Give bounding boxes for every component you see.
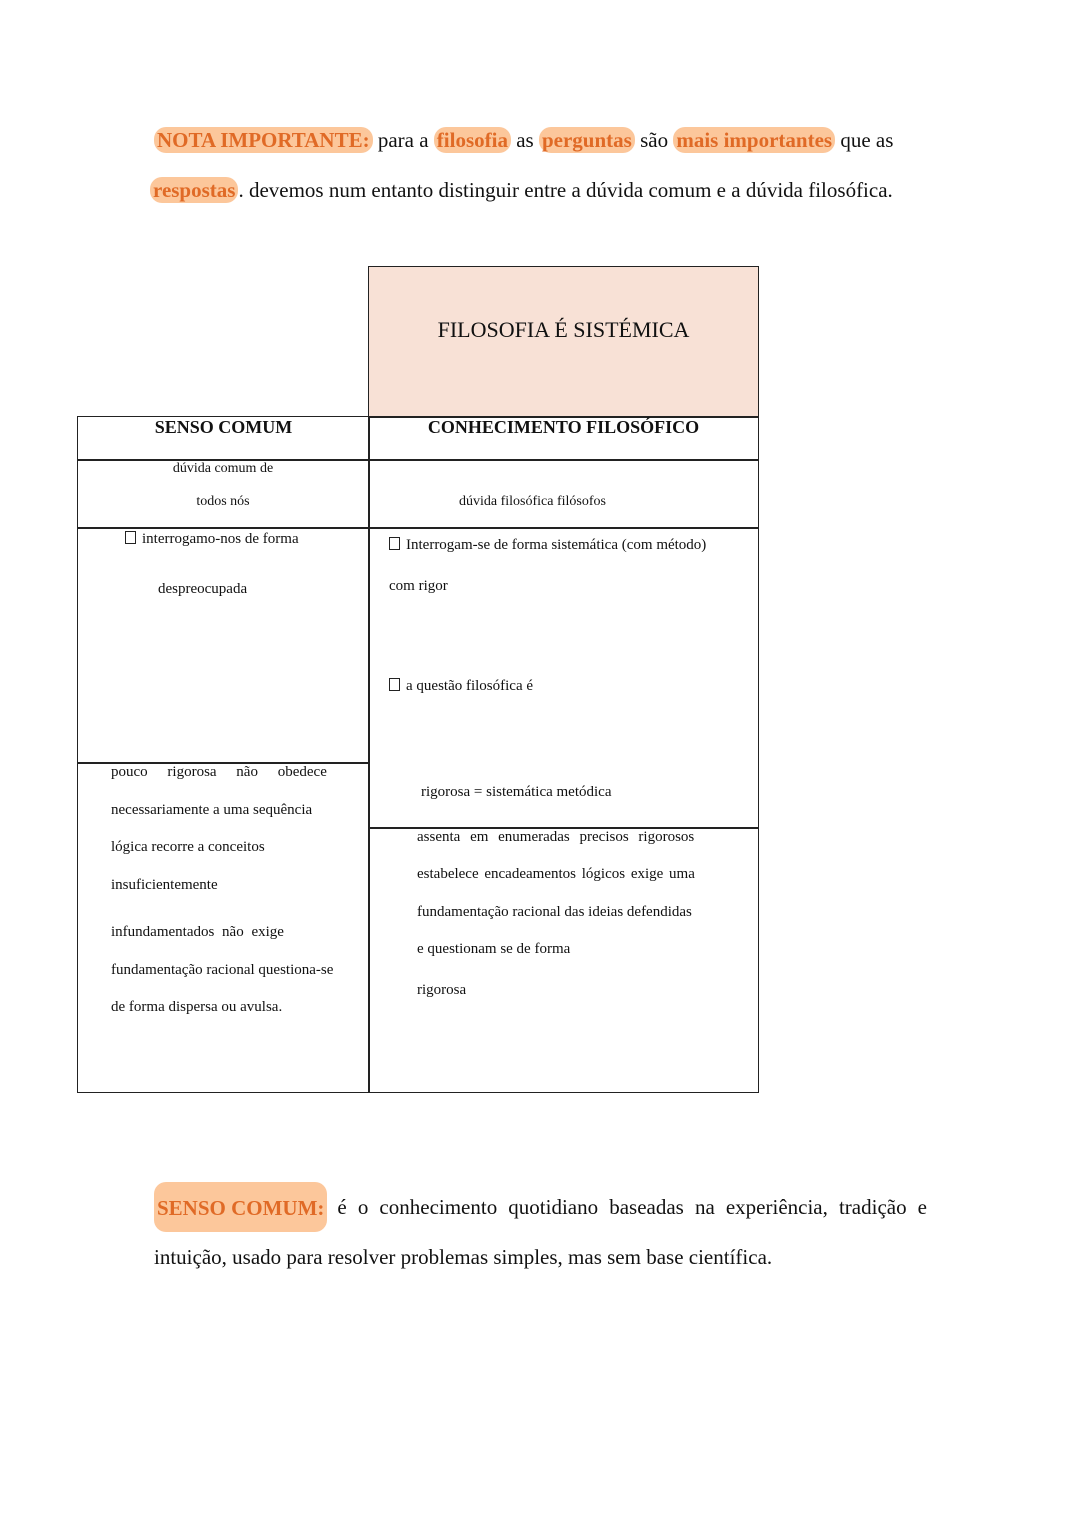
manner-left-line2: despreocupada (158, 581, 248, 597)
detail-cell-left (77, 762, 370, 1093)
bullet-square-icon (125, 531, 136, 544)
note-paragraph (154, 115, 927, 215)
bullet-square-icon (389, 678, 400, 691)
right-detail-line: rigorosa (417, 982, 467, 998)
header-cell-conhecimento-filosofico (368, 416, 759, 461)
left-detail-line: infundamentados não exige (111, 924, 284, 940)
manner-left-text: interrogamo-nos de forma (142, 531, 299, 547)
doubt-left-line1: dúvida comum de (172, 461, 274, 476)
definition-text: é o conhecimento quotidiano baseadas na experiência, tradição e (337, 1195, 927, 1219)
manner-right-line2: com rigor (389, 578, 448, 594)
doubt-right-text: dúvida filosófica filósofos (459, 494, 606, 509)
highlight-respostas: respostas (150, 177, 238, 203)
doubt-left-line2: todos nós (196, 494, 250, 509)
doubt-cell-left (77, 459, 370, 529)
definition-line-1 (154, 1182, 927, 1232)
note-text: as (516, 128, 534, 152)
header-cell-senso-comum (77, 416, 370, 461)
manner-left-line1 (125, 531, 299, 548)
highlight-mais-importantes: mais importantes (673, 127, 835, 153)
note-line-2 (150, 165, 927, 215)
right-detail-line: e questionam se de forma (417, 941, 571, 957)
left-detail-line: fundamentação racional questiona-se (111, 962, 334, 978)
right-detail-line: fundamentação racional das ideias defendidas (417, 904, 692, 920)
highlight-filosofia: filosofia (434, 127, 511, 153)
manner-cell-left (77, 527, 370, 764)
definition-paragraph (154, 1182, 927, 1282)
note-line-1 (154, 115, 927, 165)
manner-right-line1 (389, 537, 706, 554)
manner-right-line3 (389, 678, 533, 695)
detail-cell-right (368, 827, 759, 1093)
left-detail-line: pouco rigorosa não obedece (111, 764, 327, 780)
manner-right-text: a questão filosófica é (406, 678, 534, 694)
table-title: FILOSOFIA É SISTÉMICA (437, 317, 690, 342)
note-text: . devemos num entanto distinguir entre a dúvida comum e a dúvida filosófica. (238, 178, 893, 202)
left-detail-line: insuficientemente (111, 877, 218, 893)
manner-right-text: Interrogam-se de forma sistemática (com método) (406, 537, 707, 553)
highlight-perguntas: perguntas (539, 127, 635, 153)
column-header-conhecimento-filosofico: CONHECIMENTO FILOSÓFICO (427, 417, 700, 437)
left-detail-line: de forma dispersa ou avulsa. (111, 999, 283, 1015)
right-detail-line: estabelece encadeamentos lógicos exige uma (417, 866, 695, 882)
note-text: que as (840, 128, 894, 152)
bullet-square-icon (389, 537, 400, 550)
manner-cell-right (368, 527, 759, 829)
right-detail-line: assenta em enumeradas precisos rigorosos (417, 829, 695, 845)
note-text: para a (377, 128, 429, 152)
definition-line-2: intuição, usado para resolver problemas simples, mas sem base científica. (154, 1245, 773, 1269)
manner-right-line4: rigorosa = sistemática metódica (421, 784, 612, 800)
left-detail-line: necessariamente a uma sequência (111, 802, 313, 818)
definition-label: SENSO COMUM: (154, 1182, 327, 1232)
table-title-cell (368, 266, 759, 418)
doubt-cell-right (368, 459, 759, 529)
left-detail-line: lógica recorre a conceitos (111, 839, 265, 855)
column-header-senso-comum: SENSO COMUM (154, 417, 293, 437)
note-text: são (640, 128, 669, 152)
note-label: NOTA IMPORTANTE: (154, 127, 373, 153)
